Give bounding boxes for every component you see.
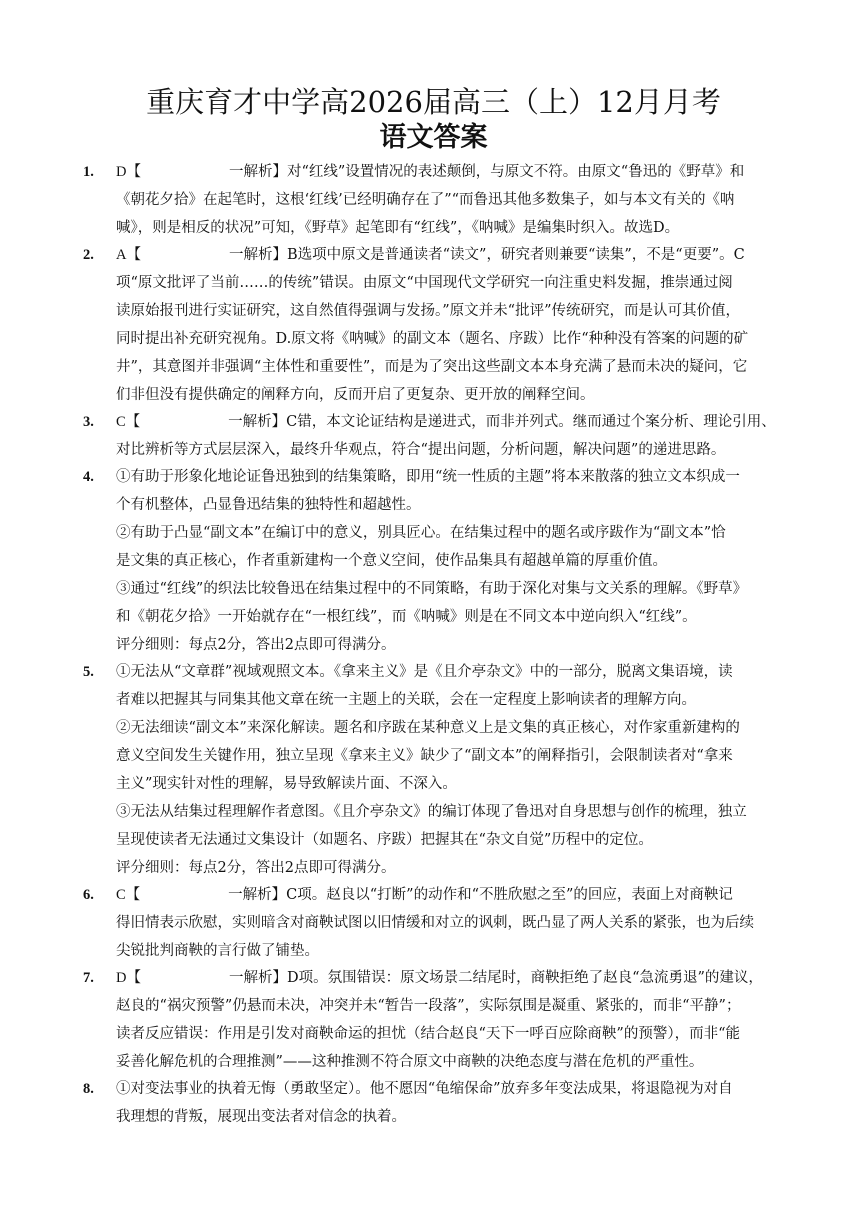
answer-line: [116, 408, 788, 436]
analysis-text: 对“红线”设置情况的表述颠倒，与原文不符。由原文“鲁迅的《野草》和: [286, 164, 745, 180]
analysis-tag: 一解析】: [228, 970, 287, 986]
answer-line: 《朝花夕拾》在起笔时，这根‘红线’已经明确存在了”“而鲁迅其他多数集子，如与本文有关的《呐: [116, 192, 735, 208]
answer-line: ②无法细读“副文本”来深化解读。题名和序跋在某种意义上是文集的真正核心，对作家重新建构的: [116, 720, 740, 736]
analysis-tag: 一解析】: [228, 247, 287, 263]
answer-line: [116, 881, 788, 909]
answer-line: 呈现使读者无法通过文集设计（如题名、序跋）把握其在“杂文自觉”历程中的定位。: [116, 832, 653, 848]
answer-line: 读者反应错误：作用是引发对商鞅命运的担忧（结合赵良“天下一呼百应除商鞅”的预警），而非“能: [116, 1026, 740, 1042]
question-number: 8.: [83, 1081, 94, 1097]
scoring-note: 评分细则：每点2分，答出2点即可得满分。: [116, 637, 396, 653]
answer-line: 是文集的真正核心，作者重新建构一个意义空间，使作品集具有超越单篇的厚重价值。: [116, 553, 667, 569]
answer-line: 意义空间发生关键作用，独立呈现《拿来主义》缺少了“副文本”的阐释指引，会限制读者对“拿来: [116, 748, 733, 764]
answer-line: 个有机整体，凸显鲁迅结集的独特性和超越性。: [116, 497, 421, 513]
page-title: 重庆育才中学高2026届高三（上）12月月考: [146, 85, 721, 119]
answer-line: 得旧情表示欣慰，实则暗含对商鞅试图以旧情缓和对立的讽刺，既凸显了两人关系的紧张，也为后续: [116, 915, 754, 931]
answer-line: ①有助于形象化地论证鲁迅独到的结集策略，即用“统一性质的主题”将本来散落的独立文本织成一: [116, 469, 740, 485]
question-number: 6.: [83, 887, 94, 903]
answer-line: [116, 964, 788, 992]
answer-choice: C【: [116, 414, 141, 430]
question-number: 3.: [83, 414, 94, 430]
question-number: 1.: [83, 164, 94, 180]
answer-line: 主义”现实针对性的理解，易导致解读片面、不深入。: [116, 776, 457, 792]
question-number: 7.: [83, 970, 94, 986]
analysis-tag: 一解析】: [228, 414, 287, 430]
answer-line: 和《朝花夕拾》一开始就存在“一根红线”，而《呐喊》则是在不同文本中逆向织入“红线”。: [116, 609, 697, 625]
answer-choice: A【: [116, 247, 141, 263]
answer-line: [116, 241, 788, 269]
answer-line: 喊》，则是相反的状况”可知，《野草》起笔即有“红线”，《呐喊》是编集时织入。故选D。: [116, 220, 680, 236]
analysis-text: D项。氛围错误：原文场景二结尾时，商鞅拒绝了赵良“急流勇退”的建议，: [286, 970, 763, 986]
answer-line: 们非但没有提供确定的阐释方向，反而开启了更复杂、更开放的阐释空间。: [116, 387, 595, 403]
answer-line: 尖锐批判商鞅的言行做了铺垫。: [116, 943, 319, 959]
answer-line: 我理想的背叛，展现出变法者对信念的执着。: [116, 1109, 406, 1125]
answer-line: 对比辨析等方式层层深入，最终升华观点，符合“提出问题，分析问题，解决问题”的递进思路。: [116, 442, 726, 458]
answer-line: 者难以把握其与同集其他文章在统一主题上的关联，会在一定程度上影响读者的理解方向。: [116, 692, 696, 708]
answer-choice: D【: [116, 164, 141, 180]
question-number: 5.: [83, 664, 94, 680]
answer-line: ③无法从结集过程理解作者意图。《且介亭杂文》的编订体现了鲁迅对自身思想与创作的梳理，独立: [116, 804, 747, 820]
answer-line: ①对变法事业的执着无悔（勇敢坚定）。他不愿因“龟缩保命”放弃多年变法成果，将退隐视为对自: [116, 1081, 733, 1097]
answer-line: 井”，其意图并非强调“主体性和重要性”，而是为了突出这些副文本本身充满了悬而未决的疑问，它: [116, 359, 748, 375]
question-number: 2.: [83, 247, 94, 263]
answer-line: [116, 158, 788, 186]
answer-line: 同时提出补充研究视角。D.原文将《呐喊》的副文本（题名、序跋）比作“种种没有答案的问题的矿: [116, 331, 749, 347]
page-subtitle: 语文答案: [379, 122, 488, 153]
answer-line: 读原始报刊进行实证研究，这自然值得强调与发扬。”原文并未“批评”传统研究，而是认可其价值，: [116, 303, 740, 319]
answer-line: ②有助于凸显“副文本”在编订中的意义，别具匠心。在结集过程中的题名或序跋作为“副文本”恰: [116, 525, 726, 541]
answer-line: 妥善化解危机的合理推测”——这种推测不符合原文中商鞅的决绝态度与潜在危机的严重性。: [116, 1054, 704, 1070]
scoring-note: 评分细则：每点2分，答出2点即可得满分。: [116, 860, 396, 876]
analysis-text: C错，本文论证结构是递进式，而非并列式。继而通过个案分析、理论引用、: [286, 414, 776, 430]
answer-line: 项“原文批评了当前……的传统”错误。由原文“中国现代文学研究一向注重史料发掘，推崇通过阅: [116, 275, 733, 291]
analysis-text: C项。赵良以“打断”的动作和“不胜欣慰之至”的回应，表面上对商鞅记: [286, 887, 733, 903]
analysis-tag: 一解析】: [228, 164, 287, 180]
question-number: 4.: [83, 469, 94, 485]
analysis-text: B选项中原文是普通读者“读文”，研究者则兼要“读集”，不是“更要”。C: [286, 247, 745, 263]
answer-choice: D【: [116, 970, 141, 986]
answer-choice: C【: [116, 887, 141, 903]
answer-line: 赵良的“祸灾预警”仍悬而未决，冲突并未“暂告一段落”，实际氛围是凝重、紧张的，而非“平静”；: [116, 998, 741, 1014]
analysis-tag: 一解析】: [228, 887, 287, 903]
answer-line: ①无法从“文章群”视域观照文本。《拿来主义》是《且介亭杂文》中的一部分，脱离文集语境，读: [116, 664, 733, 680]
answer-line: ③通过“红线”的织法比较鲁迅在结集过程中的不同策略，有助于深化对集与文关系的理解。《野草》: [116, 581, 748, 597]
